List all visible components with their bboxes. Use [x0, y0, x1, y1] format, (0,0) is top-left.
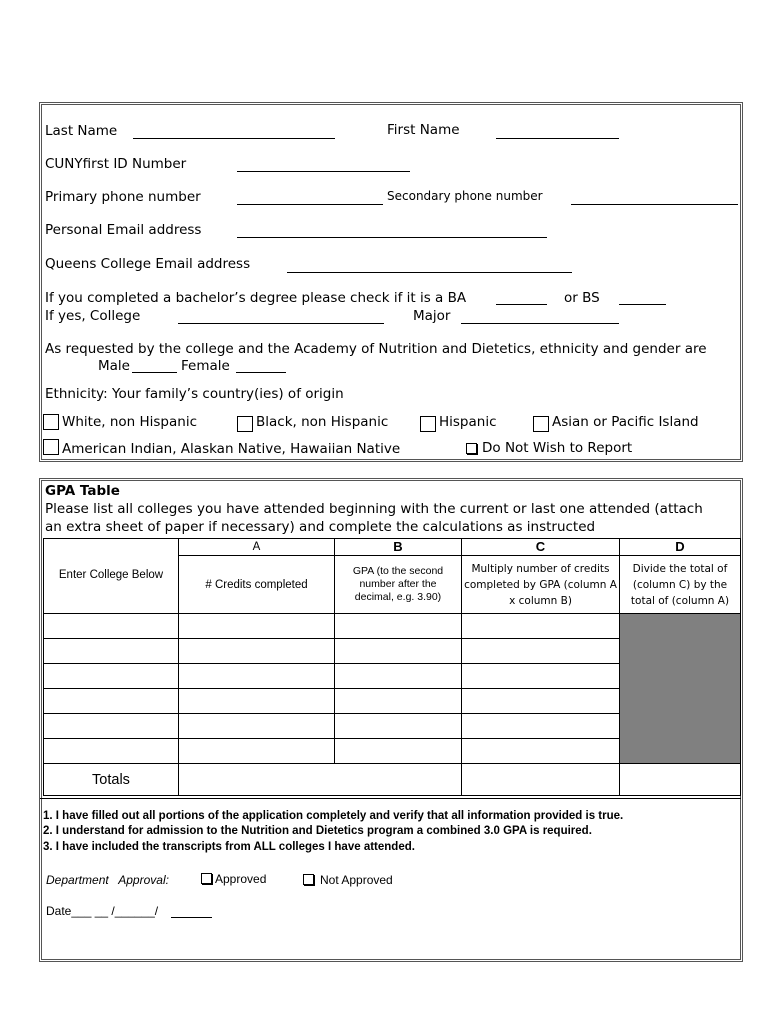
col-college-header: Enter College Below	[44, 556, 179, 614]
totals-product-cell[interactable]	[462, 764, 620, 796]
male-label: Male	[98, 358, 130, 374]
gpa-cell[interactable]	[335, 614, 462, 639]
credits-cell[interactable]	[179, 614, 335, 639]
col-divide-header-text: Divide the total of (column C) by the total of (column A)	[630, 562, 730, 607]
personal-email-label: Personal Email address	[45, 222, 202, 238]
college-cell[interactable]	[44, 614, 179, 639]
gpa-table-title: GPA Table	[45, 483, 120, 499]
certification-line-3: 3. I have included the transcripts from ALL colleges I have attended.	[43, 841, 415, 853]
col-letter-b: B	[335, 539, 462, 556]
department-approval-label: Department Approval:	[46, 873, 169, 887]
primary-phone-field[interactable]	[237, 204, 383, 205]
col-letter-a: A	[179, 539, 335, 556]
cunyfirst-id-field[interactable]	[237, 171, 410, 172]
asian-checkbox[interactable]	[533, 416, 549, 432]
bs-field[interactable]	[619, 304, 666, 305]
credits-cell[interactable]	[179, 689, 335, 714]
hispanic-option-label: Hispanic	[439, 414, 497, 430]
credits-cell[interactable]	[179, 714, 335, 739]
major-field[interactable]	[461, 323, 619, 324]
black-option-label: Black, non Hispanic	[256, 414, 389, 430]
not-approved-checkbox[interactable]	[303, 874, 314, 885]
col-credits-header: # Credits completed	[179, 556, 335, 614]
certification-divider	[40, 798, 741, 799]
col-gpa-header: GPA (to the second number after the decimal, e.g. 3.90)	[335, 556, 462, 614]
college-cell[interactable]	[44, 739, 179, 764]
date-year-field[interactable]	[171, 917, 212, 918]
asian-option-label: Asian or Pacific Island	[552, 414, 699, 430]
totals-credits-gpa-cell[interactable]	[179, 764, 462, 796]
totals-result-cell[interactable]	[620, 764, 741, 796]
female-field[interactable]	[236, 372, 286, 373]
male-field[interactable]	[132, 372, 177, 373]
totals-label: Totals	[44, 764, 179, 796]
hispanic-checkbox[interactable]	[420, 416, 436, 432]
product-cell[interactable]	[462, 689, 620, 714]
credits-cell[interactable]	[179, 739, 335, 764]
qc-email-field[interactable]	[287, 272, 572, 273]
col-multiply-header-text: Multiply number of credits completed by GPA (column A x column B)	[464, 562, 617, 607]
col-letter-d: D	[620, 539, 741, 556]
gpa-table	[43, 538, 741, 796]
product-cell[interactable]	[462, 639, 620, 664]
not-approved-label: Not Approved	[320, 873, 393, 887]
credits-cell[interactable]	[179, 664, 335, 689]
certification-line-2: 2. I understand for admission to the Nutrition and Dietetics program a combined 3.0 GPA is required.	[43, 825, 592, 837]
no-report-checkbox[interactable]	[466, 443, 477, 454]
ethnicity-gender-request-text: As requested by the college and the Academy of Nutrition and Dietetics, ethnicity and gender are	[45, 341, 707, 357]
college-cell[interactable]	[44, 664, 179, 689]
certification-line-1: 1. I have filled out all portions of the application completely and verify that all information provided is true.	[43, 810, 624, 822]
female-label: Female	[181, 358, 230, 374]
or-bs-label: or BS	[564, 290, 600, 306]
col-multiply-header	[462, 556, 620, 614]
personal-email-field[interactable]	[237, 237, 547, 238]
col-letter-c: C	[462, 539, 620, 556]
cunyfirst-id-label: CUNYfirst ID Number	[45, 156, 187, 172]
american-indian-option-label: American Indian, Alaskan Native, Hawaiian Native	[62, 441, 401, 457]
gpa-instructions-line2: an extra sheet of paper if necessary) and complete the calculations as instructed	[45, 519, 596, 535]
college-field[interactable]	[178, 323, 384, 324]
gpa-cell[interactable]	[335, 664, 462, 689]
gpa-cell[interactable]	[335, 639, 462, 664]
white-option-label: White, non Hispanic	[62, 414, 198, 430]
column-d-shaded-area	[620, 614, 741, 764]
secondary-phone-label: Secondary phone number	[387, 189, 543, 203]
college-cell[interactable]	[44, 689, 179, 714]
gpa-instructions-line1: Please list all colleges you have attended beginning with the current or last one attended (attach	[45, 501, 703, 517]
gpa-cell[interactable]	[335, 714, 462, 739]
ethnicity-label: Ethnicity: Your family’s country(ies) of origin	[45, 386, 344, 402]
secondary-phone-field[interactable]	[571, 204, 738, 205]
approved-label: Approved	[215, 872, 267, 886]
gpa-header-blank	[44, 539, 179, 556]
product-cell[interactable]	[462, 739, 620, 764]
no-report-option-label: Do Not Wish to Report	[482, 440, 633, 456]
gpa-cell[interactable]	[335, 689, 462, 714]
product-cell[interactable]	[462, 664, 620, 689]
first-name-field[interactable]	[496, 138, 619, 139]
white-checkbox[interactable]	[43, 414, 59, 430]
bachelor-degree-label: If you completed a bachelor’s degree please check if it is a BA	[45, 290, 467, 306]
product-cell[interactable]	[462, 614, 620, 639]
qc-email-label: Queens College Email address	[45, 256, 251, 272]
last-name-label: Last Name	[45, 123, 118, 139]
if-yes-college-label: If yes, College	[45, 308, 141, 324]
college-cell[interactable]	[44, 639, 179, 664]
first-name-label: First Name	[387, 122, 460, 138]
primary-phone-label: Primary phone number	[45, 189, 201, 205]
credits-cell[interactable]	[179, 639, 335, 664]
college-cell[interactable]	[44, 714, 179, 739]
last-name-field[interactable]	[133, 138, 335, 139]
approved-checkbox[interactable]	[201, 873, 212, 884]
major-label: Major	[413, 308, 451, 324]
american-indian-checkbox[interactable]	[43, 439, 59, 455]
col-divide-header	[620, 556, 741, 614]
product-cell[interactable]	[462, 714, 620, 739]
gpa-cell[interactable]	[335, 739, 462, 764]
date-label: Date___ __ /______/	[46, 904, 159, 918]
black-checkbox[interactable]	[237, 416, 253, 432]
ba-field[interactable]	[496, 304, 547, 305]
